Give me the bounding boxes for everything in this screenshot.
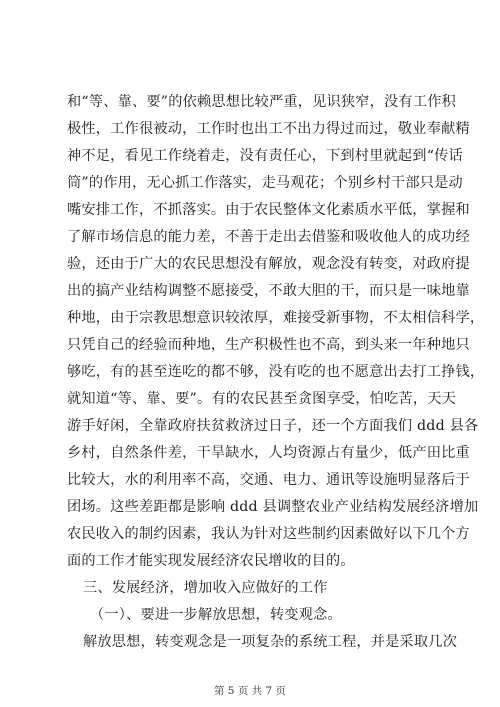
paragraph-line: 比较大，水的利用率不高，交通、电力、通讯等设施明显落后于 (67, 472, 470, 488)
paragraph-line: 乡村，自然条件差，干旱缺水，人均资源占有量少，低产田比重 (67, 445, 470, 461)
paragraph-line: 解放思想，转变观念是一项复杂的系统工程，并是采取几次 (83, 634, 458, 650)
paragraph-line: 够吃，有的甚至连吃的都不够，没有吃的也不愿意出去打工挣钱， (67, 364, 485, 380)
paragraph-line: 和“等、靠、要”的依赖思想比较严重，见识狭窄，没有工作积 (67, 94, 456, 110)
section-heading: 三、发展经济，增加收入应做好的工作 (83, 580, 328, 596)
paragraph-line: 种地，由于宗教思想意识较浓厚，难接受新事物，不太相信科学， (67, 310, 485, 326)
paragraph-line: 面的工作才能实现发展经济农民增收的目的。 (67, 553, 355, 569)
paragraph-line: 极性，工作很被动，工作时也出工不出力得过而过，敬业奉献精 (67, 121, 470, 137)
paragraph-line: 神不足，看见工作绕着走，没有责任心，下到村里就起到“传话 (67, 148, 463, 164)
paragraph-line: 农民收入的制约因素，我认为针对这些制约因素做好以下几个方 (67, 526, 470, 542)
paragraph-line: 嘴安排工作，不抓落实。由于农民整体文化素质水平低，掌握和 (67, 202, 470, 218)
paragraph-line: 筒”的作用，无心抓工作落实，走马观花；个别乡村干部只是动 (67, 175, 463, 191)
paragraph-line: 就知道“等、靠、要”。有的农民甚至贪图享受，怕吃苦，天天 (67, 391, 456, 407)
paragraph-line: 出的搞产业结构调整不愿接受，不敢大胆的干，而只是一味地靠 (67, 283, 470, 299)
paragraph-line: 了解市场信息的能力差，不善于走出去借鉴和吸收他人的成功经 (67, 229, 470, 245)
paragraph-line: 团场。这些差距都是影响 ddd 县调整农业产业结构发展经济增加 (67, 499, 479, 515)
paragraph-line: 只凭自己的经验而种地，生产积极性也不高，到头来一年种地只 (67, 337, 470, 353)
paragraph-line: 游手好闲，全靠政府扶贫救济过日子，还一个方面我们 ddd 县各 (67, 418, 479, 434)
subsection-heading: （一）、要进一步解放思想，转变观念。 (90, 607, 342, 623)
page-number-footer: 第 5 页 共 7 页 (213, 685, 287, 697)
paragraph-line: 验，还由于广大的农民思想没有解放，观念没有转变，对政府提 (67, 256, 470, 272)
